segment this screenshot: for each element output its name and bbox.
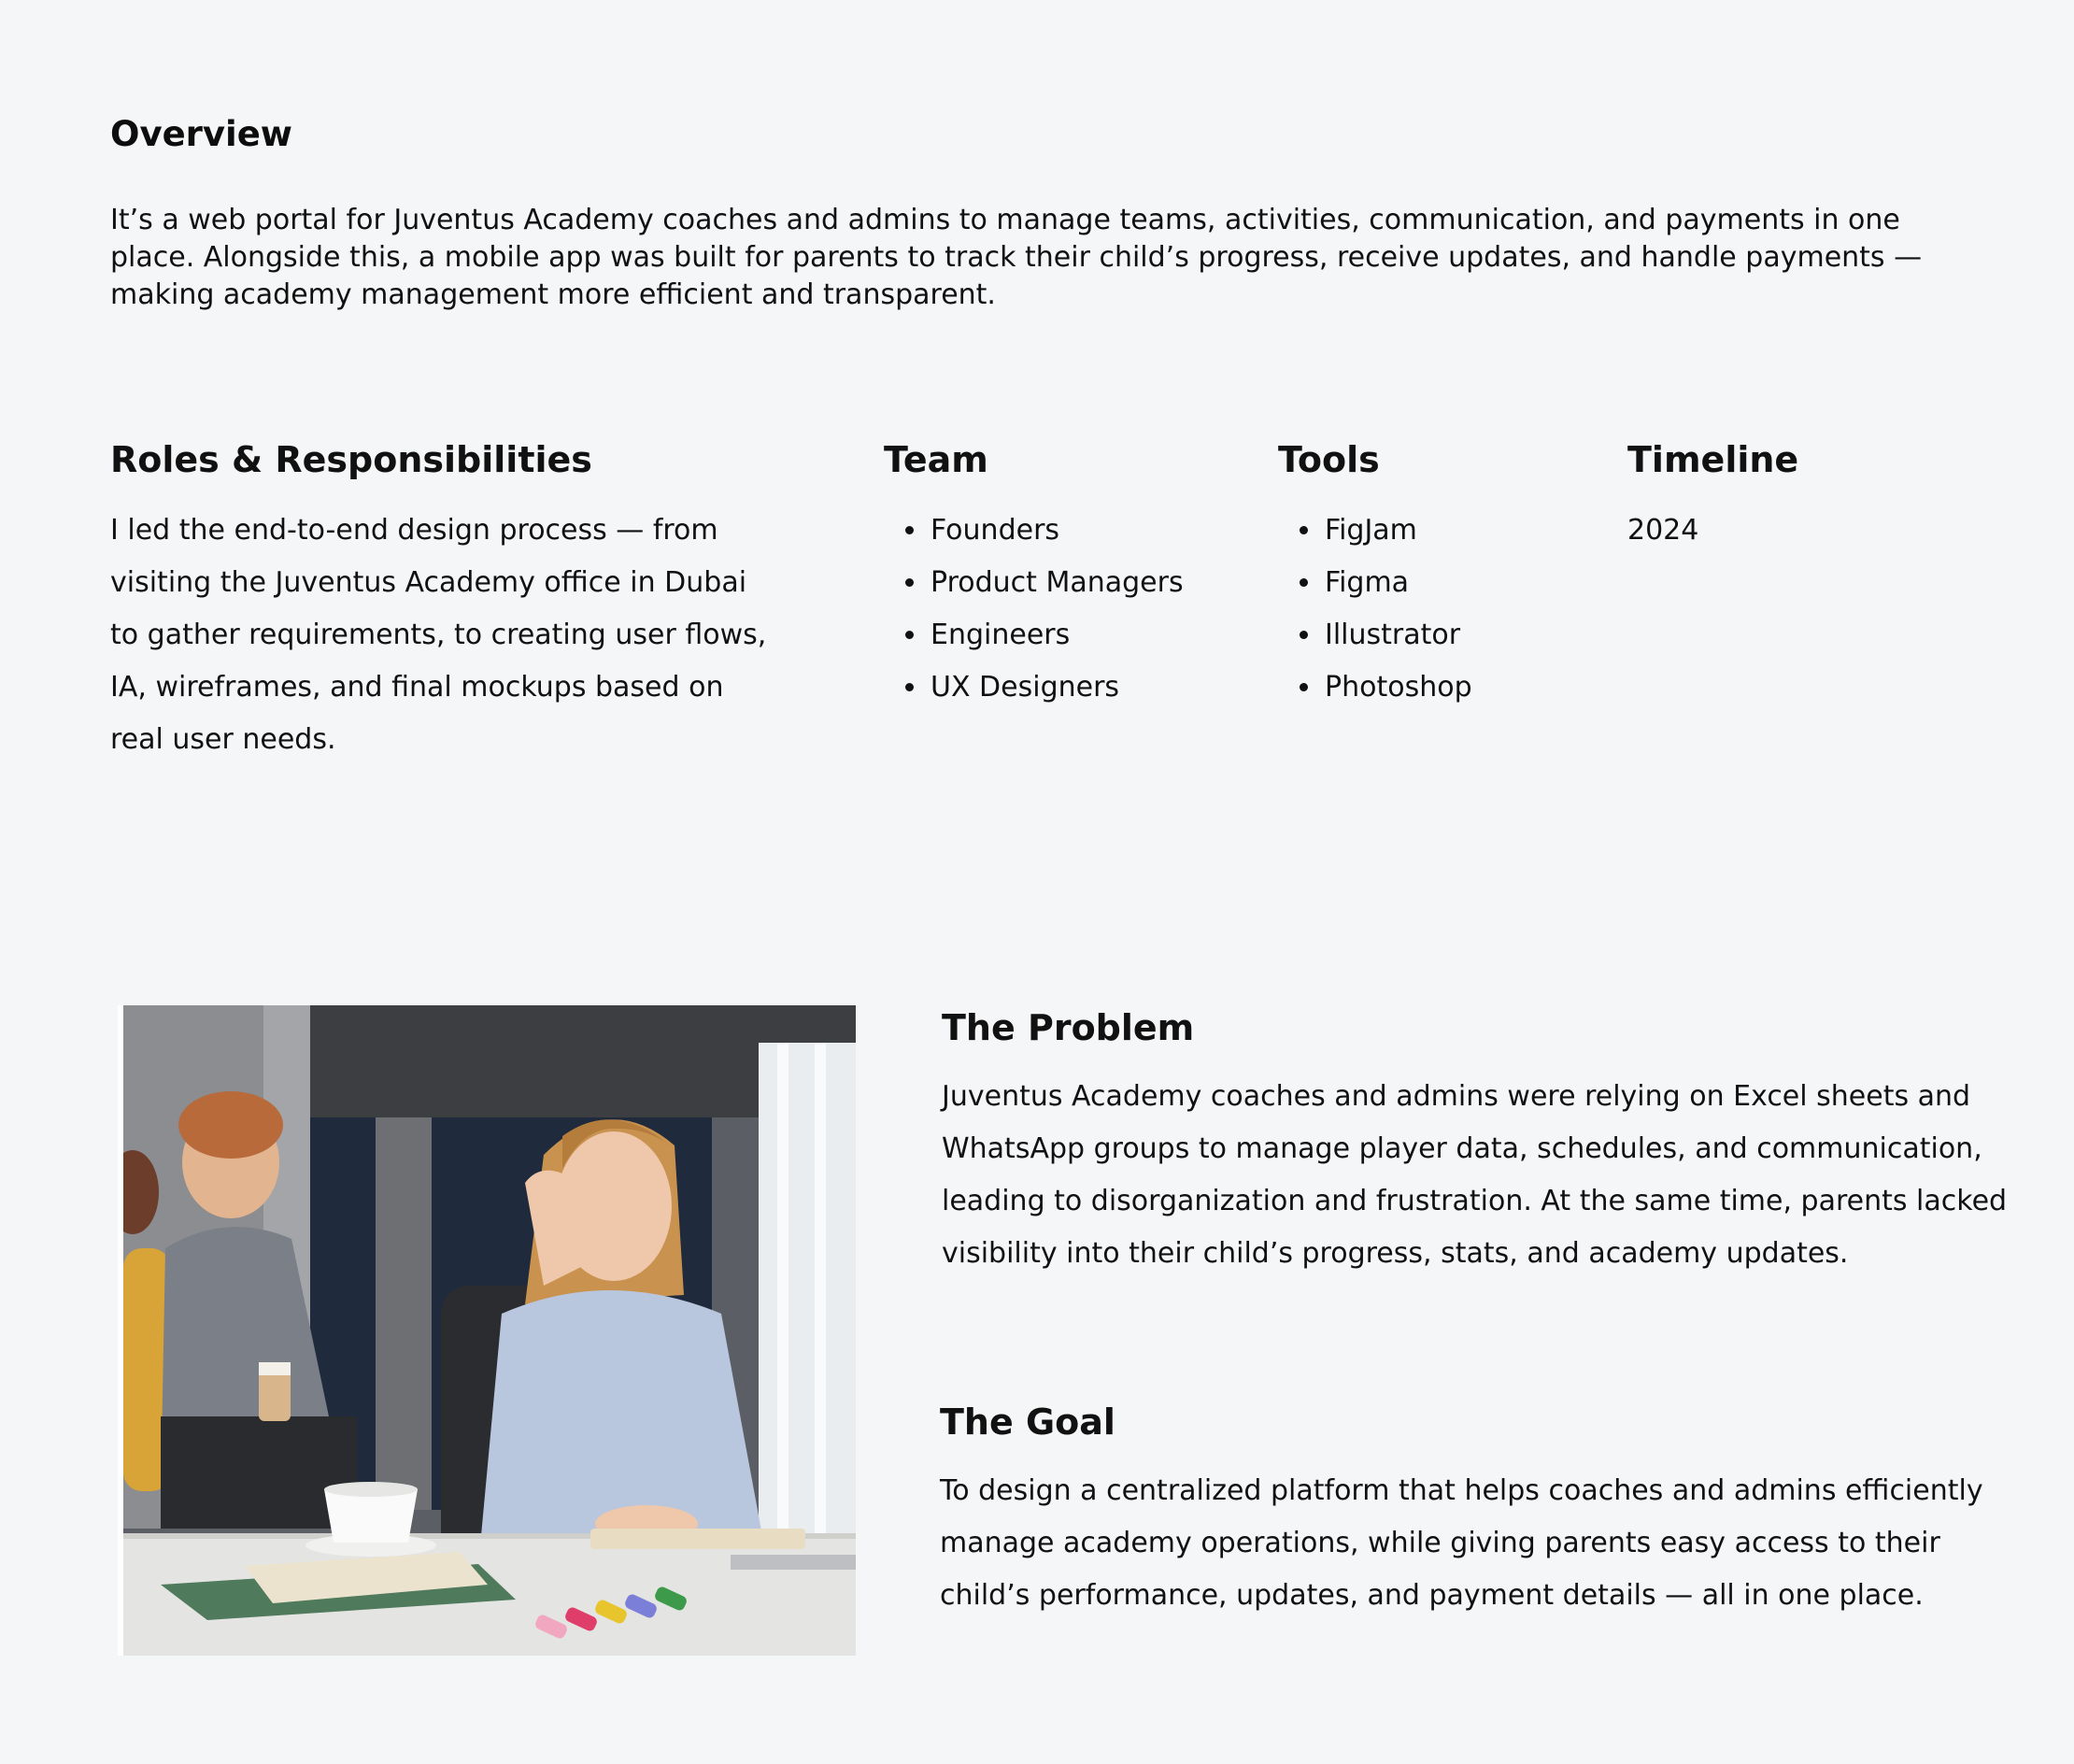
- problem-heading: The Problem: [942, 1007, 1195, 1048]
- tools-item: • FigJam: [1323, 505, 1586, 557]
- roles-heading: Roles & Responsibilities: [110, 439, 592, 480]
- office-photo: [118, 1005, 856, 1656]
- goal-heading: The Goal: [940, 1401, 1115, 1443]
- roles-text: I led the end-to-end design process — from visiting the Juventus Academy office in Dubai to gather requirements, to creating user flows, IA, wireframes, and final mockups based on real user needs.: [110, 514, 767, 756]
- team-item: • Engineers: [929, 609, 1248, 662]
- goal-text: To design a centralized platform that helps coaches and admins efficiently manage academy operations, while giving parents easy access to their child’s performance, updates, and payment details — all in one place.: [940, 1474, 1983, 1612]
- overview-heading: Overview: [110, 114, 292, 154]
- timeline-value: 2024: [1627, 514, 1699, 547]
- goal-section: [940, 1398, 2014, 1622]
- tools-list: [1278, 505, 1586, 714]
- roles-column: [110, 435, 783, 766]
- team-column: [884, 435, 1248, 714]
- team-item: • Product Managers: [929, 557, 1248, 609]
- overview-text: It’s a web portal for Juventus Academy coaches and admins to manage teams, activities, communication, and payments in one place. Alongside this, a mobile app was built for parents to track their child’s progress, receive updates, and handle payments — making academy management more efficient and transparent.: [110, 204, 1923, 311]
- tools-column: [1278, 435, 1586, 714]
- tools-heading: Tools: [1278, 439, 1380, 480]
- problem-text: Juventus Academy coaches and admins were relying on Excel sheets and WhatsApp groups to manage player data, schedules, and communication, leading to disorganization and frustration. At the same time, parents lacked visibility into their child’s progress, stats, and academy updates.: [942, 1080, 2008, 1270]
- team-heading: Team: [884, 439, 988, 480]
- tools-item: • Photoshop: [1323, 662, 1586, 714]
- office-photo-illustration: [123, 1005, 856, 1656]
- tools-item: • Figma: [1323, 557, 1586, 609]
- problem-section: [942, 1003, 2016, 1280]
- timeline-heading: Timeline: [1627, 439, 1799, 480]
- tools-item: • Illustrator: [1323, 609, 1586, 662]
- team-list: [884, 505, 1248, 714]
- team-item: • Founders: [929, 505, 1248, 557]
- timeline-column: [1627, 435, 1908, 557]
- team-item: • UX Designers: [929, 662, 1248, 714]
